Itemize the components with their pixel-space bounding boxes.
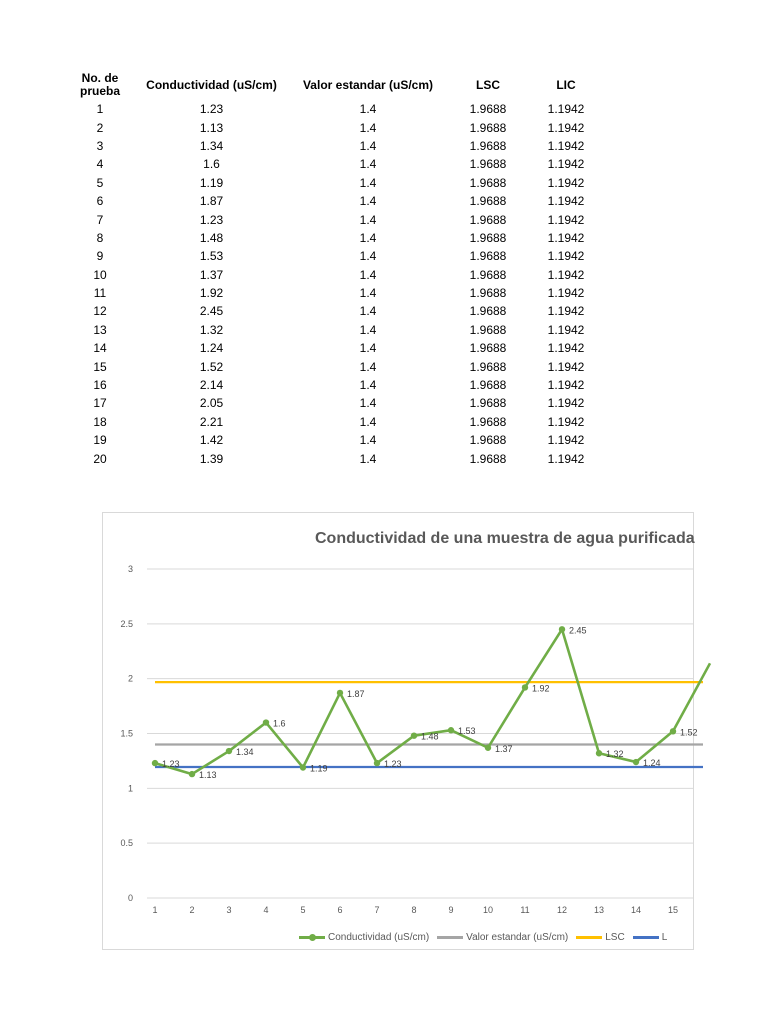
y-tick-label: 2.5 <box>120 618 133 629</box>
cell-lsc: 1.9688 <box>469 138 507 153</box>
data-point <box>226 748 232 754</box>
cell-lsc: 1.9688 <box>469 249 507 264</box>
cell-prueba: 2 <box>96 120 104 135</box>
table-row <box>66 210 603 228</box>
cell-conductividad: 1.34 <box>199 138 224 153</box>
table-row <box>66 431 603 449</box>
cell-prueba: 11 <box>93 286 107 301</box>
cell-lic: 1.1942 <box>547 157 585 172</box>
cell-lsc: 1.9688 <box>469 175 507 190</box>
chart-title: Conductividad de una muestra de agua purificada <box>315 530 695 547</box>
cell-valor-estandar: 1.4 <box>359 267 377 282</box>
chart-legend <box>299 932 675 943</box>
y-tick-label: 2 <box>127 673 133 684</box>
cell-lic: 1.1942 <box>547 286 585 301</box>
cell-valor-estandar: 1.4 <box>359 230 377 245</box>
cell-conductividad: 2.45 <box>199 304 224 319</box>
cell-lic: 1.1942 <box>547 322 585 337</box>
table-row <box>66 284 603 302</box>
cell-conductividad: 1.24 <box>199 341 224 356</box>
x-tick-label: 8 <box>411 905 417 915</box>
x-tick-label: 15 <box>667 905 679 915</box>
cell-lic: 1.1942 <box>547 230 585 245</box>
data-point <box>189 771 195 777</box>
header-valor-estandar: Valor estandar (uS/cm) <box>302 77 434 92</box>
cell-lic: 1.1942 <box>547 414 585 429</box>
data-point <box>522 684 528 690</box>
cell-lsc: 1.9688 <box>469 212 507 227</box>
data-label: 2.45 <box>569 625 587 636</box>
cell-prueba: 10 <box>93 267 107 282</box>
cell-lic: 1.1942 <box>547 304 585 319</box>
cell-lic: 1.1942 <box>547 120 585 135</box>
legend-conductividad <box>299 932 429 943</box>
line-chart <box>103 513 698 949</box>
cell-lsc: 1.9688 <box>469 378 507 393</box>
table-row <box>66 413 603 431</box>
table-row <box>66 357 603 375</box>
y-tick-label: 0 <box>127 893 133 903</box>
cell-conductividad: 1.32 <box>199 322 224 337</box>
chart-container <box>102 512 698 950</box>
cell-prueba: 17 <box>93 396 107 411</box>
cell-valor-estandar: 1.4 <box>359 451 377 466</box>
x-tick-label: 4 <box>263 905 269 915</box>
cell-conductividad: 2.21 <box>199 414 224 429</box>
data-label: 1.24 <box>643 758 661 769</box>
x-tick-label: 5 <box>300 905 306 915</box>
legend-label: L <box>661 932 668 943</box>
table-row <box>66 137 603 155</box>
cell-prueba: 12 <box>93 304 107 319</box>
table-row <box>66 118 603 136</box>
legend-label: Valor estandar (uS/cm) <box>466 932 569 943</box>
cell-lsc: 1.9688 <box>469 230 507 245</box>
cell-conductividad: 1.92 <box>199 286 224 301</box>
data-point <box>374 760 380 766</box>
cell-lsc: 1.9688 <box>469 102 507 117</box>
cell-valor-estandar: 1.4 <box>359 359 377 374</box>
table-row <box>66 192 603 210</box>
header-conductividad: Conductividad (uS/cm) <box>146 77 277 92</box>
data-point <box>300 764 306 770</box>
cell-conductividad: 1.23 <box>199 212 224 227</box>
data-point <box>670 728 676 734</box>
y-tick-label: 0.5 <box>120 838 133 849</box>
x-tick-label: 12 <box>556 905 568 915</box>
x-tick-label: 11 <box>520 905 530 915</box>
cell-conductividad: 1.13 <box>199 120 224 135</box>
cell-lic: 1.1942 <box>547 341 585 356</box>
x-tick-label: 3 <box>226 905 232 915</box>
legend-swatch <box>633 936 659 939</box>
table-row <box>66 247 603 265</box>
cell-prueba: 15 <box>93 359 107 374</box>
legend-valor-estandar <box>437 932 568 943</box>
data-label: 1.53 <box>458 726 476 737</box>
cell-prueba: 20 <box>93 451 107 466</box>
cell-lsc: 1.9688 <box>469 322 507 337</box>
table-header-row <box>66 70 603 100</box>
cell-lsc: 1.9688 <box>469 304 507 319</box>
cell-prueba: 7 <box>96 212 104 227</box>
legend-swatch <box>576 936 602 939</box>
cell-conductividad: 2.14 <box>199 378 224 393</box>
table-row <box>66 321 603 339</box>
cell-lic: 1.1942 <box>547 175 585 190</box>
data-point <box>411 732 417 738</box>
x-tick-label: 1 <box>152 905 158 915</box>
data-point <box>633 759 639 765</box>
cell-conductividad: 1.53 <box>199 249 224 264</box>
cell-lic: 1.1942 <box>547 396 585 411</box>
cell-lic: 1.1942 <box>547 138 585 153</box>
cell-prueba: 14 <box>93 341 107 356</box>
cell-lic: 1.1942 <box>547 451 585 466</box>
cell-valor-estandar: 1.4 <box>359 396 377 411</box>
data-label: 1.6 <box>273 718 286 729</box>
table-row <box>66 449 603 467</box>
cell-lic: 1.1942 <box>547 212 585 227</box>
x-tick-label: 13 <box>593 905 605 915</box>
x-tick-label: 7 <box>374 905 380 915</box>
cell-valor-estandar: 1.4 <box>359 304 377 319</box>
data-label: 1.87 <box>347 688 365 699</box>
cell-lsc: 1.9688 <box>469 157 507 172</box>
legend-marker <box>309 934 316 941</box>
data-point <box>596 750 602 756</box>
cell-prueba: 13 <box>93 322 107 337</box>
cell-valor-estandar: 1.4 <box>359 138 377 153</box>
x-tick-label: 14 <box>630 905 642 915</box>
cell-lsc: 1.9688 <box>469 341 507 356</box>
cell-prueba: 6 <box>96 194 104 209</box>
cell-conductividad: 1.42 <box>199 433 224 448</box>
legend-lsc <box>576 932 624 943</box>
cell-conductividad: 1.19 <box>199 175 224 190</box>
table-row <box>66 302 603 320</box>
table-row <box>66 339 603 357</box>
cell-valor-estandar: 1.4 <box>359 249 377 264</box>
cell-lsc: 1.9688 <box>469 286 507 301</box>
y-tick-label: 1.5 <box>120 728 133 739</box>
cell-valor-estandar: 1.4 <box>359 194 377 209</box>
cell-valor-estandar: 1.4 <box>359 102 377 117</box>
cell-lic: 1.1942 <box>547 359 585 374</box>
data-label: 1.32 <box>606 749 624 760</box>
cell-valor-estandar: 1.4 <box>359 212 377 227</box>
table-row <box>66 174 603 192</box>
cell-valor-estandar: 1.4 <box>359 433 377 448</box>
table-row <box>66 376 603 394</box>
table-row <box>66 229 603 247</box>
cell-lsc: 1.9688 <box>469 433 507 448</box>
data-point <box>263 719 269 725</box>
cell-lsc: 1.9688 <box>469 451 507 466</box>
data-label: 1.13 <box>199 770 217 781</box>
x-tick-label: 10 <box>482 905 494 915</box>
cell-conductividad: 1.6 <box>203 157 220 172</box>
cell-prueba: 9 <box>96 249 104 264</box>
data-label: 1.23 <box>162 759 180 770</box>
cell-conductividad: 1.87 <box>199 194 224 209</box>
cell-lsc: 1.9688 <box>469 120 507 135</box>
table-row <box>66 100 603 118</box>
cell-lsc: 1.9688 <box>469 396 507 411</box>
table-row <box>66 266 603 284</box>
legend-lic <box>633 932 668 943</box>
cell-conductividad: 1.37 <box>199 267 224 282</box>
cell-valor-estandar: 1.4 <box>359 322 377 337</box>
data-label: 1.92 <box>532 683 550 694</box>
cell-valor-estandar: 1.4 <box>359 378 377 393</box>
table-body <box>66 100 603 468</box>
data-label: 1.23 <box>384 759 402 770</box>
cell-lic: 1.1942 <box>547 249 585 264</box>
cell-prueba: 18 <box>93 414 107 429</box>
header-prueba: No. de prueba <box>79 71 120 98</box>
header-lic: LIC <box>556 77 576 92</box>
cell-lic: 1.1942 <box>547 433 585 448</box>
legend-label: Conductividad (uS/cm) <box>328 932 430 943</box>
cell-conductividad: 1.39 <box>199 451 224 466</box>
data-point <box>152 760 158 766</box>
cell-prueba: 8 <box>96 230 104 245</box>
cell-conductividad: 1.48 <box>199 230 224 245</box>
data-label: 1.34 <box>236 747 254 758</box>
cell-lsc: 1.9688 <box>469 194 507 209</box>
legend-swatch <box>437 936 463 939</box>
cell-lsc: 1.9688 <box>469 359 507 374</box>
data-label: 1.37 <box>495 743 513 754</box>
data-point <box>485 745 491 751</box>
legend-label: LSC <box>605 932 625 943</box>
y-tick-label: 1 <box>127 783 133 794</box>
table-row <box>66 155 603 173</box>
cell-conductividad: 1.52 <box>199 359 224 374</box>
cell-valor-estandar: 1.4 <box>359 286 377 301</box>
cell-lic: 1.1942 <box>547 102 585 117</box>
x-tick-label: 2 <box>189 905 195 915</box>
cell-prueba: 3 <box>96 138 104 153</box>
data-point <box>559 626 565 632</box>
cell-valor-estandar: 1.4 <box>359 120 377 135</box>
legend-swatch <box>299 936 325 939</box>
data-label: 1.48 <box>421 731 439 742</box>
cell-lsc: 1.9688 <box>469 414 507 429</box>
cell-prueba: 1 <box>96 102 104 117</box>
data-label: 1.19 <box>310 763 328 774</box>
cell-lic: 1.1942 <box>547 194 585 209</box>
data-point <box>337 690 343 696</box>
cell-conductividad: 1.23 <box>199 102 224 117</box>
cell-lic: 1.1942 <box>547 378 585 393</box>
cell-lic: 1.1942 <box>547 267 585 282</box>
cell-valor-estandar: 1.4 <box>359 414 377 429</box>
cell-valor-estandar: 1.4 <box>359 157 377 172</box>
x-tick-label: 9 <box>448 905 454 915</box>
data-table <box>66 70 603 468</box>
data-point <box>448 727 454 733</box>
cell-valor-estandar: 1.4 <box>359 175 377 190</box>
cell-prueba: 16 <box>93 378 107 393</box>
data-label: 1.52 <box>680 727 698 738</box>
cell-lsc: 1.9688 <box>469 267 507 282</box>
cell-conductividad: 2.05 <box>199 396 224 411</box>
header-lsc: LSC <box>476 77 500 92</box>
cell-valor-estandar: 1.4 <box>359 341 377 356</box>
cell-prueba: 5 <box>96 175 104 190</box>
x-tick-label: 6 <box>337 905 343 915</box>
cell-prueba: 19 <box>93 433 107 448</box>
y-tick-label: 3 <box>127 564 133 574</box>
cell-prueba: 4 <box>96 157 104 172</box>
table-row <box>66 394 603 412</box>
